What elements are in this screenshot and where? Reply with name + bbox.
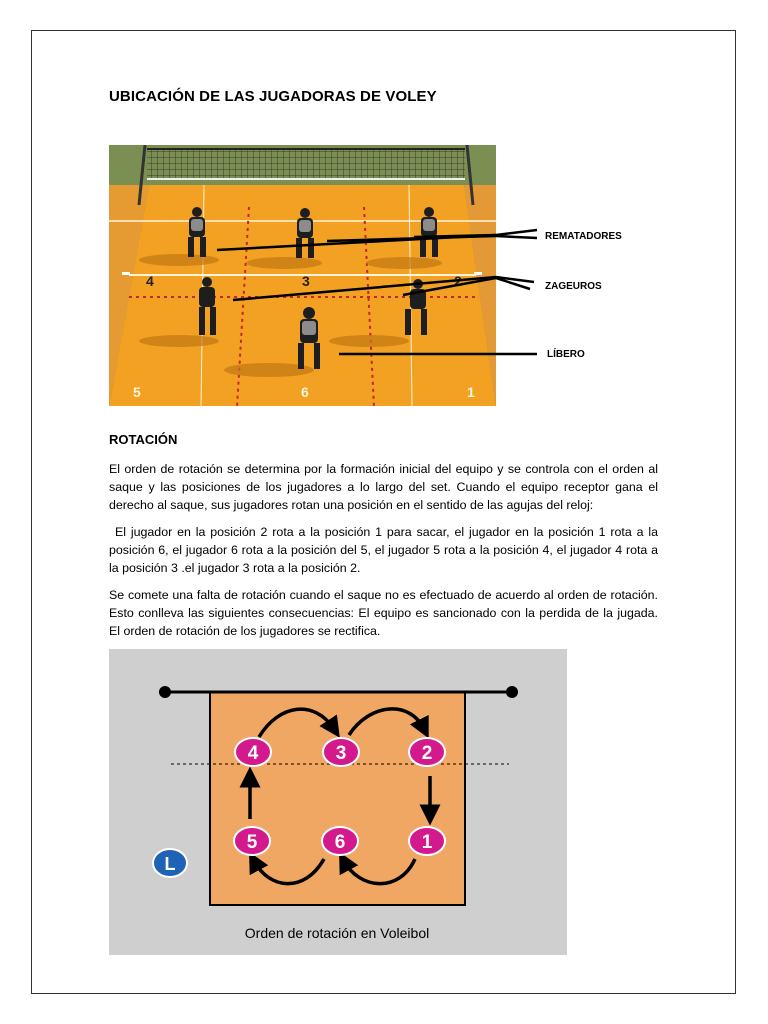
- svg-text:2: 2: [421, 743, 433, 764]
- court-position-6: 6: [301, 384, 309, 400]
- document-title: UBICACIÓN DE LAS JUGADORAS DE VOLEY: [109, 88, 437, 105]
- rotation-player-3: [323, 738, 359, 766]
- rotation-paragraph-2: El jugador en la posición 2 rota a la posición 1 para sacar, el jugador en la posición 1 rota a la posición 6, el jugador 6 rota a la posición del 5, el jugador 5 rota a la posición 4, el jugador 4 rota a la posición 3 .el jugador 3 rota a la posición 2.: [109, 525, 658, 575]
- svg-text:3: 3: [335, 743, 347, 764]
- rotation-heading: ROTACIÓN: [109, 432, 178, 447]
- svg-text:6: 6: [334, 832, 346, 853]
- court-position-5: 5: [133, 384, 141, 400]
- svg-text:L: L: [164, 854, 176, 874]
- rotation-player-2: [409, 738, 445, 766]
- court-position-3: 3: [302, 273, 310, 289]
- label-rematadores: REMATADORES: [545, 231, 622, 242]
- svg-text:1: 1: [421, 832, 433, 853]
- rotation-player-1: [409, 827, 445, 855]
- rotation-diagram: [109, 649, 567, 955]
- court-position-4: 4: [146, 273, 154, 289]
- court-position-1: 1: [467, 384, 475, 400]
- rotation-paragraph-3: Se comete una falta de rotación cuando el saque no es efectuado de acuerdo al orden de rotación. Esto conlleva las siguientes consecuencias: El equipo es sancionado con la perdida de la jugada. El orden de rotación de los jugadores se rectifica.: [109, 588, 658, 638]
- rotation-caption: Orden de rotación en Voleibol: [244, 925, 430, 941]
- rotation-player-6: [322, 827, 358, 855]
- svg-text:4: 4: [247, 743, 259, 764]
- rotation-paragraph-1: El orden de rotación se determina por la formación inicial del equipo y se controla con el orden al saque y las posiciones de los jugadores a lo largo del set. Cuando el equipo receptor gana el derecho al saque, sus jugadores rotan una posición en el sentido de las agujas del reloj:: [109, 462, 658, 512]
- label-libero: LÍBERO: [547, 349, 585, 360]
- rotation-player-5: [234, 827, 270, 855]
- svg-text:5: 5: [246, 832, 258, 853]
- label-zagueros: ZAGEUROS: [545, 281, 602, 292]
- rotation-player-4: [235, 738, 271, 766]
- libero-badge: [153, 849, 187, 877]
